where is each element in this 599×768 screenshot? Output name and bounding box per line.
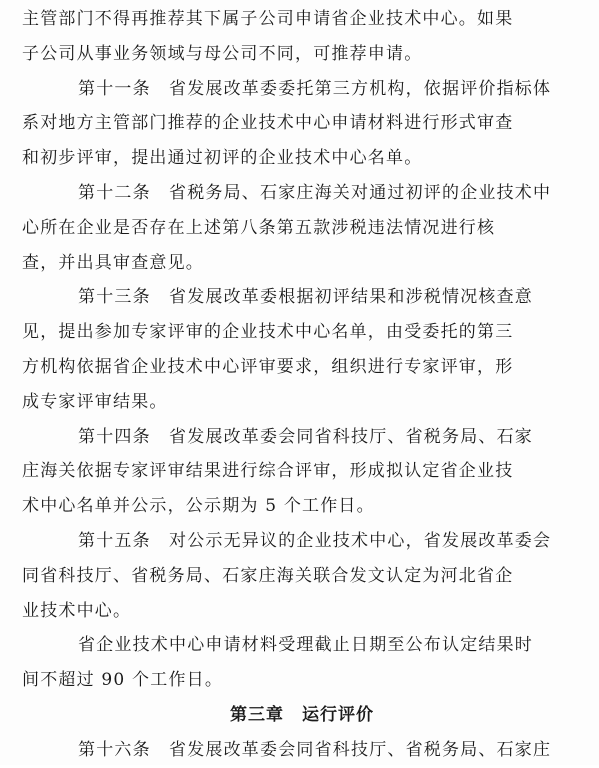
text-line: 同省科技厅、省税务局、石家庄海关联合发文认定为河北省企 xyxy=(22,565,514,586)
text-line: 第十五条 对公示无异议的企业技术中心，省发展改革委会 xyxy=(78,530,552,551)
text-line: 系对地方主管部门推荐的企业技术中心申请材料进行形式审查 xyxy=(22,113,514,134)
article-16-first-line: 第十六条 省发展改革委会同省科技厅、省税务局、石家庄 xyxy=(78,739,552,760)
chapter-heading: 第三章 运行评价 xyxy=(230,704,374,725)
article-14 xyxy=(22,420,582,524)
text-line: 子公司从事业务领域与母公司不同，可推荐申请。 xyxy=(22,43,423,64)
text-line: 方机构依据省企业技术中心评审要求，组织进行专家评审，形 xyxy=(22,356,514,377)
text-line: 成专家评审结果。 xyxy=(22,391,168,412)
text-line: 主管部门不得再推荐其下属子公司申请省企业技术中心。如果 xyxy=(22,9,514,29)
article-11 xyxy=(22,72,582,176)
text-line: 间不超过 90 个工作日。 xyxy=(22,670,224,691)
paragraph-deadline xyxy=(22,628,582,698)
article-15 xyxy=(22,524,582,628)
text-line: 查，并出具审查意见。 xyxy=(22,252,204,273)
text-line: 第十二条 省税务局、石家庄海关对通过初评的企业技术中 xyxy=(78,182,552,203)
article-13 xyxy=(22,280,582,419)
paragraph-continuation xyxy=(22,2,582,72)
text-line: 庄海关依据专家评审结果进行综合评审，形成拟认定省企业技 xyxy=(22,461,514,482)
text-line: 术中心名单并公示，公示期为 5 个工作日。 xyxy=(22,496,375,517)
text-line: 业技术中心。 xyxy=(22,600,132,621)
text-line: 第十四条 省发展改革委会同省科技厅、省税务局、石家 xyxy=(78,426,533,447)
document-body xyxy=(22,2,582,768)
text-line: 第十三条 省发展改革委根据初评结果和涉税情况核查意 xyxy=(78,287,533,308)
text-line: 和初步评审，提出通过初评的企业技术中心名单。 xyxy=(22,148,423,169)
text-line: 省企业技术中心申请材料受理截止日期至公布认定结果时 xyxy=(78,635,533,656)
text-line: 第十一条 省发展改革委委托第三方机构，依据评价指标体 xyxy=(78,78,552,99)
text-line: 心所在企业是否存在上述第八条第五款涉税违法情况进行核 xyxy=(22,217,496,238)
article-12 xyxy=(22,176,582,280)
text-line: 见，提出参加专家评审的企业技术中心名单，由受委托的第三 xyxy=(22,322,514,343)
